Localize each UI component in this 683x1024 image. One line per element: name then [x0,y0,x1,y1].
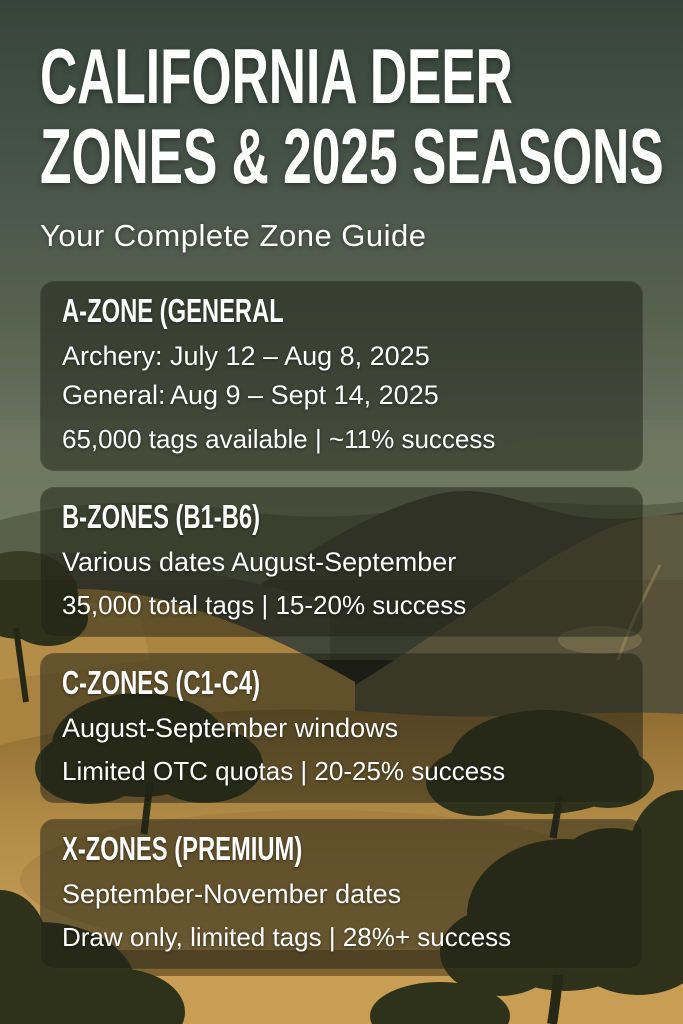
zone-a-title: A-ZONE (GENERAL [62,292,284,329]
title-line2: ZONES & 2025 SEASONS [40,112,664,200]
zone-x-title: X-ZONES (PREMIUM) [62,830,303,867]
season-dates: July 12 – Aug 8, 2025 [170,341,430,371]
subtitle: Your Complete Zone Guide [40,218,427,253]
season-label: Archery: [62,341,163,371]
zone-c-dates: August-September windows [62,713,399,743]
zone-b-dates: Various dates August-September [62,547,457,577]
page-title [40,32,664,200]
season-dates: Aug 9 – Sept 14, 2025 [170,380,439,410]
zone-c-title: C-ZONES (C1-C4) [62,664,261,701]
zone-b-title: B-ZONES (B1-B6) [62,498,261,535]
zone-c-stats: Limited OTC quotas | 20-25% success [62,756,506,786]
season-label: General: [62,380,166,410]
zone-card-x [40,819,643,969]
zone-card-b [40,487,643,637]
zone-card-a [40,281,643,471]
zone-b-stats: 35,000 total tags | 15-20% success [62,590,467,620]
title-line1: CALIFORNIA DEER [40,32,513,120]
zone-a-stats: 65,000 tags available | ~11% success [62,424,496,454]
zone-card-c [40,653,643,803]
zone-x-dates: September-November dates [62,879,402,909]
season-row-general [62,376,621,415]
season-row-archery [62,337,621,376]
zone-x-stats: Draw only, limited tags | 28%+ success [62,922,512,952]
